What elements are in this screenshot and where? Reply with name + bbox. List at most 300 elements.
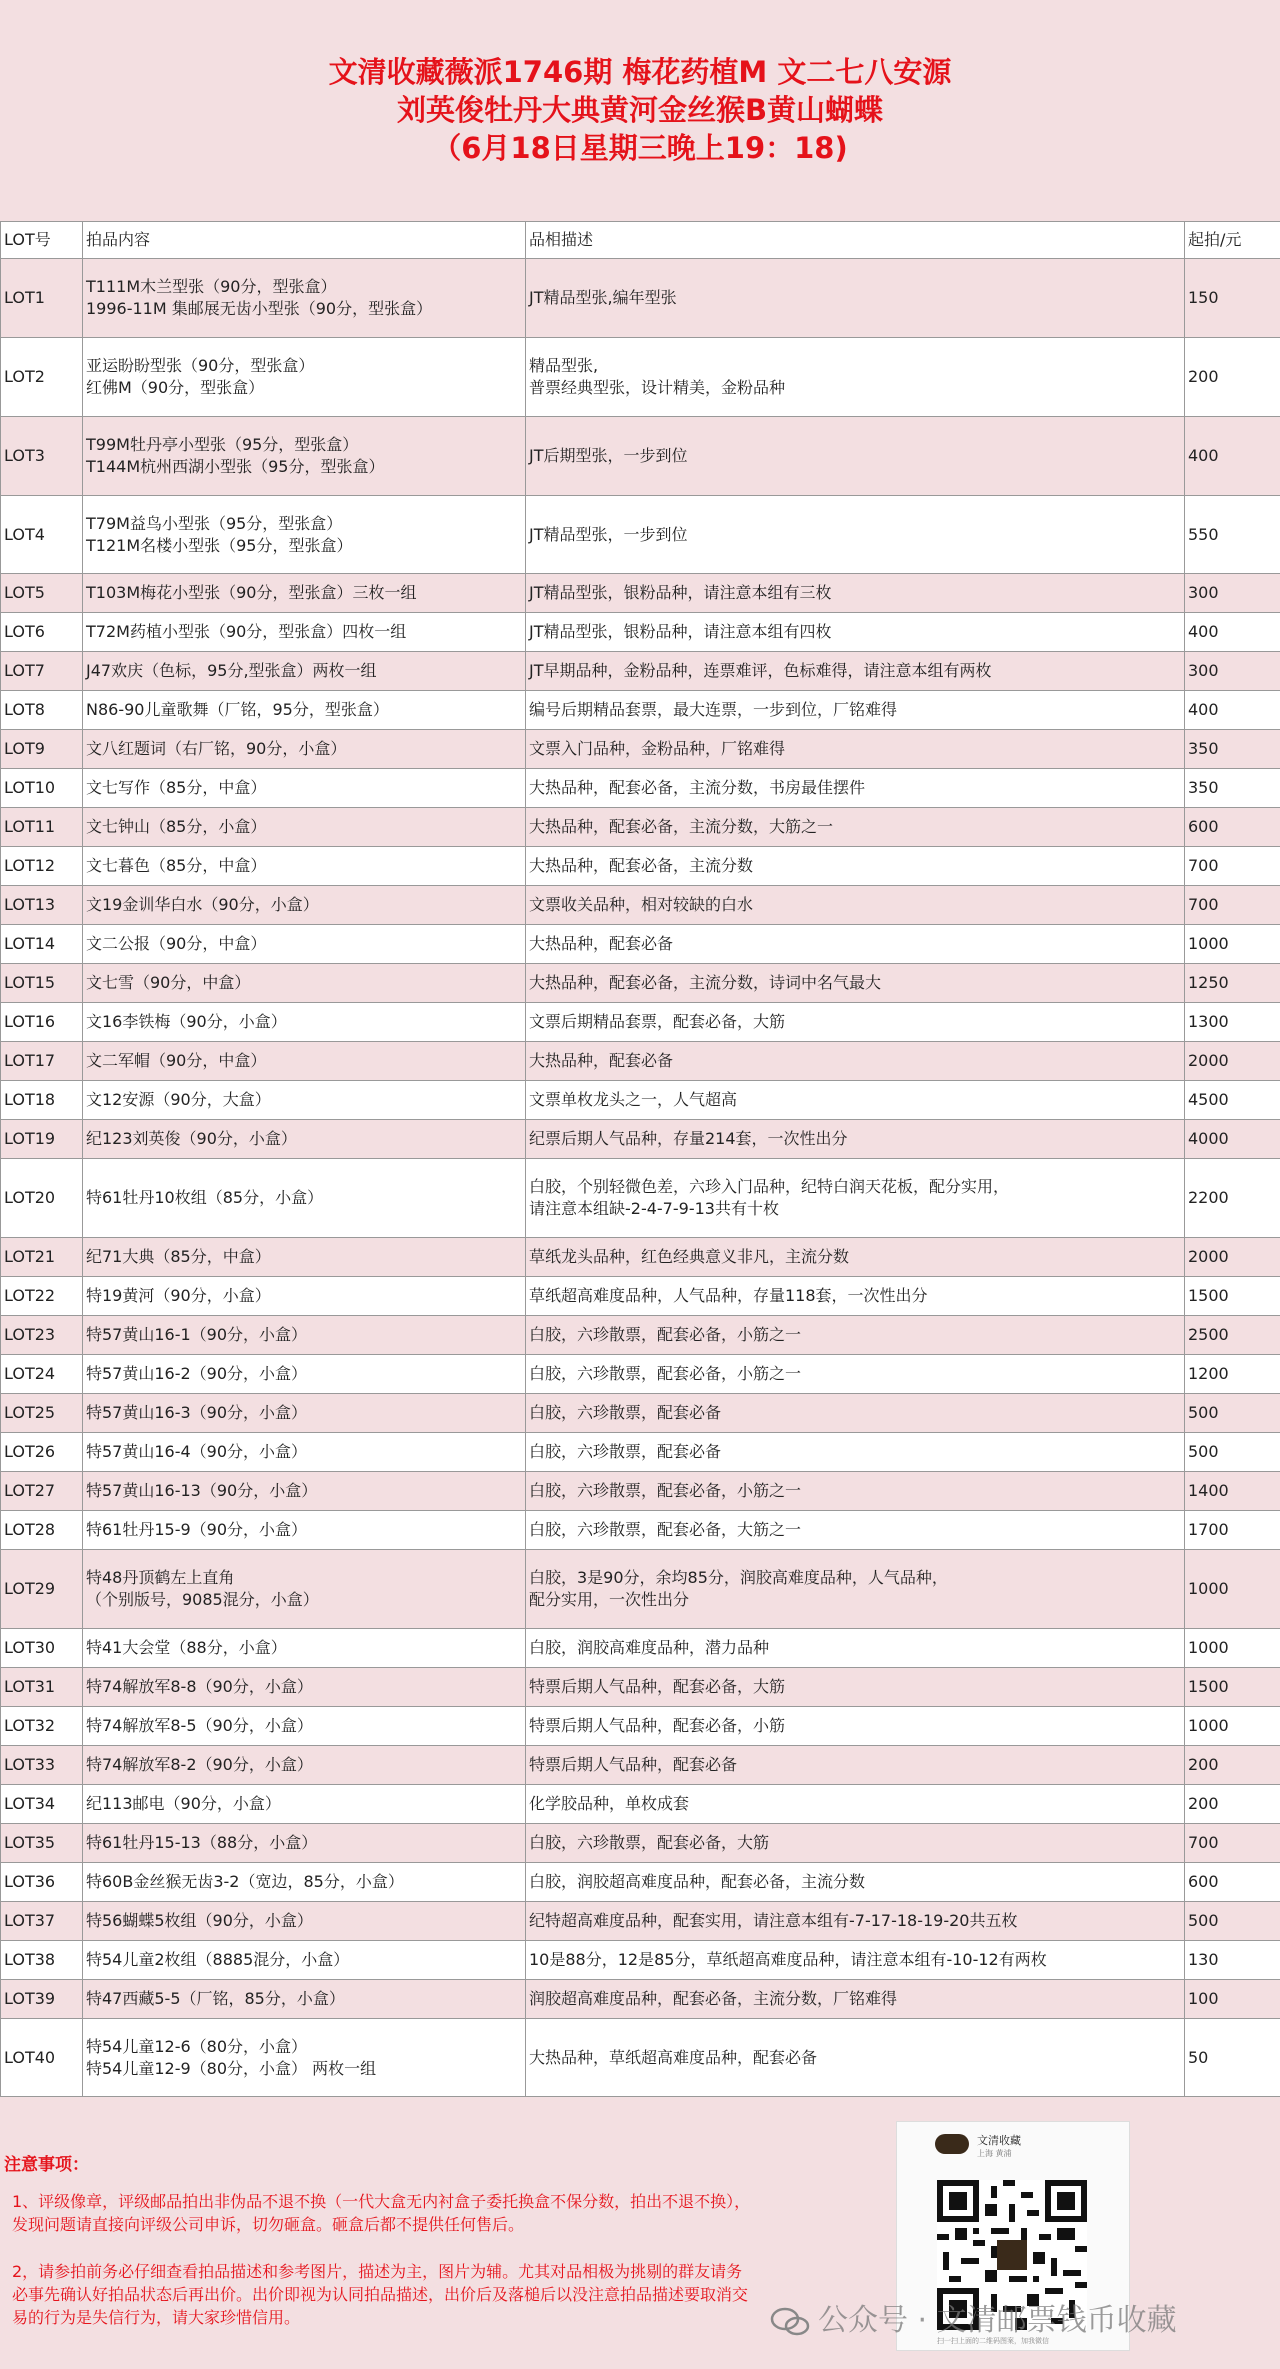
- lot-content-line: 特61牡丹15-9（90分，小盒）: [86, 1520, 308, 1539]
- start-price: 1000: [1185, 1629, 1280, 1668]
- lot-number: LOT39: [1, 1980, 83, 2019]
- lot-description: [526, 1550, 1185, 1629]
- lot-description-line: JT精品型张,编年型张: [529, 288, 677, 307]
- lot-content: [83, 964, 526, 1003]
- lot-description: [526, 1980, 1185, 2019]
- lot-description-line: 白胶，3是90分，余均85分，润胶高难度品种，人气品种，: [529, 1568, 948, 1587]
- start-price: 700: [1185, 1824, 1280, 1863]
- lot-description-line: 大热品种，配套必备，主流分数，大筋之一: [529, 817, 834, 836]
- lot-content-line: 特41大会堂（88分，小盒）: [86, 1638, 287, 1657]
- lot-content-line: T121M名楼小型张（95分，型张盒）: [86, 535, 353, 555]
- lot-description: [526, 1159, 1185, 1238]
- lot-content: [83, 808, 526, 847]
- table-row: [1, 1394, 1280, 1433]
- lot-content: [83, 1785, 526, 1824]
- table-row: [1, 338, 1280, 417]
- lot-content-line: 文七雪（90分，中盒）: [86, 973, 251, 992]
- lot-content: [83, 1707, 526, 1746]
- start-price: 200: [1185, 1785, 1280, 1824]
- table-row: [1, 1629, 1280, 1668]
- lot-number: LOT10: [1, 769, 83, 808]
- lot-description-line: 文票后期精品套票，配套必备，大筋: [529, 1012, 786, 1031]
- start-price: 1200: [1185, 1355, 1280, 1394]
- lot-description-line: 纪票后期人气品种，存量214套，一次性出分: [529, 1129, 848, 1148]
- lot-content-line: 特74解放军8-8（90分，小盒）: [86, 1677, 313, 1696]
- lot-number: LOT27: [1, 1472, 83, 1511]
- column-header-content: 拍品内容: [83, 222, 526, 259]
- lot-description-line: 润胶超高难度品种，配套必备，主流分数，厂铭难得: [529, 1989, 898, 2008]
- start-price: 1000: [1185, 1550, 1280, 1629]
- lot-number: LOT26: [1, 1433, 83, 1472]
- start-price: 300: [1185, 574, 1280, 613]
- start-price: 600: [1185, 1863, 1280, 1902]
- lot-content-line: J47欢庆（色标，95分,型张盒）两枚一组: [86, 661, 377, 680]
- lot-content-line: 纪123刘英俊（90分，小盒）: [86, 1129, 297, 1148]
- qr-caption: 扫一扫上面的二维码图案，加我微信: [937, 2337, 1049, 2345]
- lot-description-line: 编号后期精品套票，最大连票，一步到位，厂铭难得: [529, 700, 898, 719]
- lot-content: [83, 1902, 526, 1941]
- lot-content: [83, 1472, 526, 1511]
- lot-description-line: 精品型张,: [529, 356, 599, 375]
- lot-number: LOT20: [1, 1159, 83, 1238]
- start-price: 400: [1185, 691, 1280, 730]
- lot-content-line: 文16李铁梅（90分，小盒）: [86, 1012, 287, 1031]
- table-row: [1, 1355, 1280, 1394]
- lot-content: [83, 1746, 526, 1785]
- lot-number: LOT11: [1, 808, 83, 847]
- lot-content: [83, 1355, 526, 1394]
- start-price: 200: [1185, 1746, 1280, 1785]
- lot-description: [526, 1902, 1185, 1941]
- table-row: [1, 1433, 1280, 1472]
- lot-content-line: 文八红题词（右厂铭，90分，小盒）: [86, 739, 347, 758]
- lot-description: [526, 652, 1185, 691]
- start-price: 550: [1185, 496, 1280, 574]
- lot-content: [83, 613, 526, 652]
- table-row: [1, 1511, 1280, 1550]
- header-title-line2: 刘英俊牡丹大典黄河金丝猴B黄山蝴蝶: [396, 93, 884, 127]
- lot-description: [526, 1081, 1185, 1120]
- lot-number: LOT34: [1, 1785, 83, 1824]
- lot-content-line: 特48丹顶鹤左上直角: [86, 1568, 235, 1587]
- lot-content-line: 文二军帽（90分，中盒）: [86, 1051, 267, 1070]
- lot-number: LOT38: [1, 1941, 83, 1980]
- table-row: [1, 613, 1280, 652]
- lot-number: LOT24: [1, 1355, 83, 1394]
- lot-content-line: 特57黄山16-2（90分，小盒）: [86, 1364, 308, 1383]
- lot-content-line: 文19金训华白水（90分，小盒）: [86, 895, 319, 914]
- table-row: [1, 1472, 1280, 1511]
- lot-content-line: T144M杭州西湖小型张（95分，型张盒）: [86, 457, 385, 476]
- lot-description-line: 白胶，六珍散票，配套必备，小筋之一: [529, 1481, 802, 1500]
- lot-description: [526, 574, 1185, 613]
- lot-description-line: 草纸龙头品种，红色经典意义非凡，主流分数: [529, 1247, 850, 1266]
- lot-description: [526, 1433, 1185, 1472]
- lot-content: [83, 769, 526, 808]
- start-price: 150: [1185, 259, 1280, 338]
- table-row: [1, 691, 1280, 730]
- table-row: [1, 730, 1280, 769]
- lot-content: [83, 1277, 526, 1316]
- notes-paragraph-2: 2，请参拍前务必仔细查看拍品描述和参考图片，描述为主，图片为辅。尤其对品相极为挑剔的群友请务必事先确认好拍品状态后再出价。出价即视为认同拍品描述，出价后及落槌后以没注意拍品描述要取消交易的行为是失信行为，请大家珍惜信用。: [12, 2262, 749, 2327]
- lot-description-line: 特票后期人气品种，配套必备，大筋: [529, 1677, 786, 1696]
- lot-description-line: 10是88分，12是85分，草纸超高难度品种，请注意本组有-10-12有两枚: [529, 1950, 1047, 1969]
- lot-description: [526, 496, 1185, 574]
- start-price: 600: [1185, 808, 1280, 847]
- table-row: [1, 1238, 1280, 1277]
- lot-description-line: 白胶，六珍散票，配套必备，小筋之一: [529, 1325, 802, 1344]
- qr-account-name: 文清收藏: [977, 2134, 1021, 2147]
- table-row: [1, 1668, 1280, 1707]
- start-price: 2500: [1185, 1316, 1280, 1355]
- lot-content-line: 文七暮色（85分，中盒）: [86, 856, 267, 875]
- lot-number: LOT22: [1, 1277, 83, 1316]
- lot-number: LOT28: [1, 1511, 83, 1550]
- table-row: [1, 925, 1280, 964]
- lot-description: [526, 1785, 1185, 1824]
- lot-number: LOT4: [1, 496, 83, 574]
- lot-description-line: 白胶，六珍散票，配套必备，大筋: [529, 1833, 770, 1852]
- lot-content-line: 特47西藏5-5（厂铭，85分，小盒）: [86, 1989, 345, 2008]
- lot-description-line: 白胶，六珍散票，配套必备，小筋之一: [529, 1364, 802, 1383]
- lot-description-line: 特票后期人气品种，配套必备，小筋: [529, 1716, 786, 1735]
- table-row: [1, 2019, 1280, 2097]
- lot-content-line: 文12安源（90分，大盒）: [86, 1090, 271, 1109]
- lot-content-line: T72M药植小型张（90分，型张盒）四枚一组: [86, 622, 407, 641]
- lot-description-line: 文票收关品种，相对较缺的白水: [529, 895, 754, 914]
- lot-content: [83, 1433, 526, 1472]
- lot-content: [83, 652, 526, 691]
- start-price: 500: [1185, 1902, 1280, 1941]
- lot-content-line: 文二公报（90分，中盒）: [86, 934, 267, 953]
- table-row: [1, 769, 1280, 808]
- start-price: 2200: [1185, 1159, 1280, 1238]
- lot-description-line: 白胶，六珍散票，配套必备: [529, 1403, 722, 1422]
- lot-content: [83, 1120, 526, 1159]
- lot-number: LOT1: [1, 259, 83, 338]
- table-row: [1, 259, 1280, 338]
- lot-description-line: 文票入门品种，金粉品种，厂铭难得: [529, 739, 786, 758]
- lot-description: [526, 730, 1185, 769]
- avatar: [935, 2134, 969, 2154]
- table-row: [1, 1277, 1280, 1316]
- lot-description: [526, 1355, 1185, 1394]
- lot-content: [83, 338, 526, 417]
- lot-description: [526, 259, 1185, 338]
- lot-content: [83, 925, 526, 964]
- lot-content: [83, 1238, 526, 1277]
- start-price: 400: [1185, 417, 1280, 496]
- lot-description-line: 白胶，六珍散票，配套必备: [529, 1442, 722, 1461]
- start-price: 700: [1185, 847, 1280, 886]
- start-price: 130: [1185, 1941, 1280, 1980]
- table-row: [1, 496, 1280, 574]
- lot-description-line: 配分实用，一次性出分: [529, 1590, 690, 1609]
- lot-description: [526, 1238, 1185, 1277]
- lot-description-line: 白胶，个别轻微色差，六珍入门品种，纪特白润天花板，配分实用，: [529, 1177, 1010, 1196]
- lot-description: [526, 769, 1185, 808]
- start-price: 50: [1185, 2019, 1280, 2097]
- start-price: 300: [1185, 652, 1280, 691]
- lot-content-line: 文七钟山（85分，小盒）: [86, 817, 267, 836]
- lot-description: [526, 1120, 1185, 1159]
- lot-content: [83, 1629, 526, 1668]
- column-header-description: 品相描述: [526, 222, 1185, 259]
- start-price: 700: [1185, 886, 1280, 925]
- lot-content: [83, 1668, 526, 1707]
- lot-content-line: 特54儿童12-6（80分，小盒）: [86, 2036, 308, 2056]
- start-price: 1700: [1185, 1511, 1280, 1550]
- start-price: 4500: [1185, 1081, 1280, 1120]
- lot-content: [83, 2019, 526, 2097]
- lot-description: [526, 1042, 1185, 1081]
- lot-description-line: 文票单枚龙头之一，人气超高: [529, 1090, 738, 1109]
- lot-number: LOT25: [1, 1394, 83, 1433]
- lot-content-line: 特19黄河（90分，小盒）: [86, 1286, 271, 1305]
- lot-number: LOT3: [1, 417, 83, 496]
- lot-content: [83, 1042, 526, 1081]
- lot-description: [526, 847, 1185, 886]
- lot-number: LOT23: [1, 1316, 83, 1355]
- lot-description: [526, 691, 1185, 730]
- lot-description-line: 白胶，六珍散票，配套必备，大筋之一: [529, 1520, 802, 1539]
- lot-content: [83, 691, 526, 730]
- table-row: [1, 652, 1280, 691]
- table-row: [1, 1941, 1280, 1980]
- table-row: [1, 1550, 1280, 1629]
- lot-description-line: 大热品种，配套必备，主流分数: [529, 856, 754, 875]
- table-row: [1, 847, 1280, 886]
- lot-description-line: JT精品型张，银粉品种，请注意本组有四枚: [529, 622, 832, 641]
- lot-content: [83, 417, 526, 496]
- lot-content-line: N86-90儿童歌舞（厂铭，95分，型张盒）: [86, 700, 389, 719]
- lot-description-line: 大热品种，配套必备，主流分数，诗词中名气最大: [529, 973, 882, 992]
- table-row: [1, 1120, 1280, 1159]
- lot-number: LOT8: [1, 691, 83, 730]
- lot-content-line: 亚运盼盼型张（90分，型张盒）: [86, 356, 315, 375]
- lot-content-line: T111M木兰型张（90分，型张盒）: [86, 277, 337, 296]
- lot-content-line: 特60B金丝猴无齿3-2（宽边，85分，小盒）: [86, 1872, 404, 1891]
- start-price: 1300: [1185, 1003, 1280, 1042]
- lot-description: [526, 886, 1185, 925]
- table-row: [1, 886, 1280, 925]
- lot-number: LOT30: [1, 1629, 83, 1668]
- lot-content-line: 纪113邮电（90分，小盒）: [86, 1794, 281, 1813]
- lot-number: LOT36: [1, 1863, 83, 1902]
- header-date-line: （6月18日星期三晚上19：18): [432, 131, 848, 165]
- lot-description: [526, 1316, 1185, 1355]
- table-row: [1, 1746, 1280, 1785]
- lot-content: [83, 1941, 526, 1980]
- lot-description: [526, 1394, 1185, 1433]
- lot-number: LOT12: [1, 847, 83, 886]
- start-price: 1500: [1185, 1668, 1280, 1707]
- start-price: 1000: [1185, 1707, 1280, 1746]
- start-price: 2000: [1185, 1238, 1280, 1277]
- lot-content: [83, 1824, 526, 1863]
- lot-content-line: T99M牡丹亭小型张（95分，型张盒）: [86, 435, 359, 454]
- lot-description: [526, 808, 1185, 847]
- notes-paragraph-1: 1、评级像章，评级邮品拍出非伪品不退不换（一代大盒无内衬盒子委托换盒不保分数，拍出不退不换），发现问题请直接向评级公司申诉，切勿砸盒。砸盒后都不提供任何售后。: [12, 2192, 751, 2234]
- lot-content-line: 特61牡丹15-13（88分，小盒）: [86, 1833, 318, 1852]
- lot-number: LOT29: [1, 1550, 83, 1629]
- lot-description: [526, 2019, 1185, 2097]
- lot-number: LOT21: [1, 1238, 83, 1277]
- lot-description-line: 白胶，润胶高难度品种，潜力品种: [529, 1638, 770, 1657]
- lot-description-line: 普票经典型张，设计精美，金粉品种: [529, 378, 786, 397]
- lot-description: [526, 1472, 1185, 1511]
- lot-description-line: 化学胶品种，单枚成套: [529, 1794, 690, 1813]
- lot-description: [526, 1511, 1185, 1550]
- notes-title: 注意事项：: [4, 2155, 89, 2175]
- lot-description: [526, 1668, 1185, 1707]
- lot-content: [83, 1511, 526, 1550]
- lot-content: [83, 1863, 526, 1902]
- lot-description-line: 请注意本组缺-2-4-7-9-13共有十枚: [529, 1199, 779, 1218]
- lot-content-line: 特57黄山16-3（90分，小盒）: [86, 1403, 308, 1422]
- lot-description: [526, 1629, 1185, 1668]
- lot-description: [526, 1824, 1185, 1863]
- lot-content-line: 特57黄山16-4（90分，小盒）: [86, 1442, 308, 1461]
- lot-description-line: 大热品种，配套必备: [529, 934, 674, 953]
- lot-number: LOT17: [1, 1042, 83, 1081]
- table-row: [1, 808, 1280, 847]
- table-row: [1, 1980, 1280, 2019]
- lot-content-line: 特61牡丹10枚组（85分，小盒）: [86, 1188, 324, 1207]
- lot-description: [526, 964, 1185, 1003]
- lot-number: LOT2: [1, 338, 83, 417]
- start-price: 400: [1185, 613, 1280, 652]
- lot-number: LOT14: [1, 925, 83, 964]
- lot-description: [526, 338, 1185, 417]
- lot-description-line: 大热品种，配套必备，主流分数，书房最佳摆件: [529, 778, 866, 797]
- table-row: [1, 1863, 1280, 1902]
- lot-number: LOT40: [1, 2019, 83, 2097]
- start-price: 4000: [1185, 1120, 1280, 1159]
- table-row: [1, 1824, 1280, 1863]
- lot-table-body: [1, 259, 1280, 2097]
- lot-number: LOT37: [1, 1902, 83, 1941]
- lot-description-line: JT精品型张，一步到位: [529, 524, 688, 544]
- lot-number: LOT9: [1, 730, 83, 769]
- lot-number: LOT33: [1, 1746, 83, 1785]
- table-row: [1, 1707, 1280, 1746]
- start-price: 500: [1185, 1433, 1280, 1472]
- watermark: [770, 2295, 1177, 2339]
- watermark-text: 公众号 · 文清邮票钱币收藏: [818, 2303, 1177, 2338]
- lot-content-line: 文七写作（85分，中盒）: [86, 778, 267, 797]
- lot-content: [83, 730, 526, 769]
- lot-number: LOT16: [1, 1003, 83, 1042]
- wechat-icon: [770, 2307, 810, 2337]
- lot-content: [83, 1081, 526, 1120]
- start-price: 1250: [1185, 964, 1280, 1003]
- start-price: 200: [1185, 338, 1280, 417]
- column-header-start-price: 起拍/元: [1185, 222, 1280, 259]
- lot-content: [83, 847, 526, 886]
- lot-content-line: 纪71大典（85分，中盒）: [86, 1247, 271, 1266]
- start-price: 100: [1185, 1980, 1280, 2019]
- start-price: 350: [1185, 730, 1280, 769]
- table-row: [1, 1902, 1280, 1941]
- start-price: 1500: [1185, 1277, 1280, 1316]
- table-row: [1, 964, 1280, 1003]
- lot-content: [83, 496, 526, 574]
- lot-description: [526, 1746, 1185, 1785]
- table-row: [1, 1003, 1280, 1042]
- lot-description: [526, 925, 1185, 964]
- lot-description: [526, 1863, 1185, 1902]
- lot-content: [83, 886, 526, 925]
- lot-content-line: 1996-11M 集邮展无齿小型张（90分，型张盒）: [86, 299, 433, 318]
- lot-number: LOT13: [1, 886, 83, 925]
- table-row: [1, 1785, 1280, 1824]
- lot-number: LOT31: [1, 1668, 83, 1707]
- start-price: 500: [1185, 1394, 1280, 1433]
- lot-content-line: T79M益鸟小型张（95分，型张盒）: [86, 513, 343, 533]
- lot-content-line: 特74解放军8-5（90分，小盒）: [86, 1716, 313, 1735]
- lot-description-line: 大热品种，草纸超高难度品种，配套必备: [529, 2047, 818, 2067]
- lot-description-line: 大热品种，配套必备: [529, 1051, 674, 1070]
- table-row: [1, 574, 1280, 613]
- lot-number: LOT32: [1, 1707, 83, 1746]
- lot-content: [83, 1159, 526, 1238]
- lot-content: [83, 259, 526, 338]
- lot-content-line: T103M梅花小型张（90分，型张盒）三枚一组: [86, 583, 417, 602]
- lot-number: LOT5: [1, 574, 83, 613]
- lot-number: LOT35: [1, 1824, 83, 1863]
- lot-table: [0, 221, 1280, 2097]
- auction-header: [0, 0, 1280, 220]
- lot-content: [83, 1316, 526, 1355]
- lot-description-line: 白胶，润胶超高难度品种，配套必备，主流分数: [529, 1872, 866, 1891]
- header-title-line1: 文清收藏薇派1746期 梅花药植M 文二七八安源: [328, 55, 952, 89]
- qr-account-location: 上海 黄浦: [977, 2149, 1012, 2158]
- lot-content: [83, 1003, 526, 1042]
- lot-content: [83, 574, 526, 613]
- lot-number: LOT6: [1, 613, 83, 652]
- lot-description-line: JT早期品种，金粉品种，连票难评，色标难得，请注意本组有两枚: [529, 661, 992, 680]
- start-price: 2000: [1185, 1042, 1280, 1081]
- lot-content: [83, 1980, 526, 2019]
- lot-content-line: 特56蝴蝶5枚组（90分，小盒）: [86, 1911, 313, 1930]
- lot-content-line: 特57黄山16-13（90分，小盒）: [86, 1481, 318, 1500]
- lot-description: [526, 417, 1185, 496]
- lot-description-line: 草纸超高难度品种，人气品种，存量118套，一次性出分: [529, 1286, 928, 1305]
- lot-description: [526, 1941, 1185, 1980]
- lot-content-line: 特74解放军8-2（90分，小盒）: [86, 1755, 313, 1774]
- lot-description: [526, 1277, 1185, 1316]
- lot-content: [83, 1550, 526, 1629]
- table-header-row: [1, 222, 1280, 259]
- lot-description: [526, 1707, 1185, 1746]
- table-row: [1, 1081, 1280, 1120]
- table-row: [1, 1316, 1280, 1355]
- lot-number: LOT15: [1, 964, 83, 1003]
- lot-description: [526, 1003, 1185, 1042]
- table-row: [1, 1042, 1280, 1081]
- lot-content: [83, 1394, 526, 1433]
- start-price: 350: [1185, 769, 1280, 808]
- lot-content-line: （个别版号，9085混分，小盒）: [86, 1590, 319, 1609]
- lot-content-line: 特54儿童2枚组（8885混分，小盒）: [86, 1950, 350, 1969]
- lot-number: LOT7: [1, 652, 83, 691]
- lot-description-line: 纪特超高难度品种，配套实用，请注意本组有-7-17-18-19-20共五枚: [529, 1911, 1018, 1930]
- table-row: [1, 1159, 1280, 1238]
- lot-description: [526, 613, 1185, 652]
- lot-number: LOT19: [1, 1120, 83, 1159]
- lot-description-line: JT后期型张，一步到位: [529, 446, 688, 465]
